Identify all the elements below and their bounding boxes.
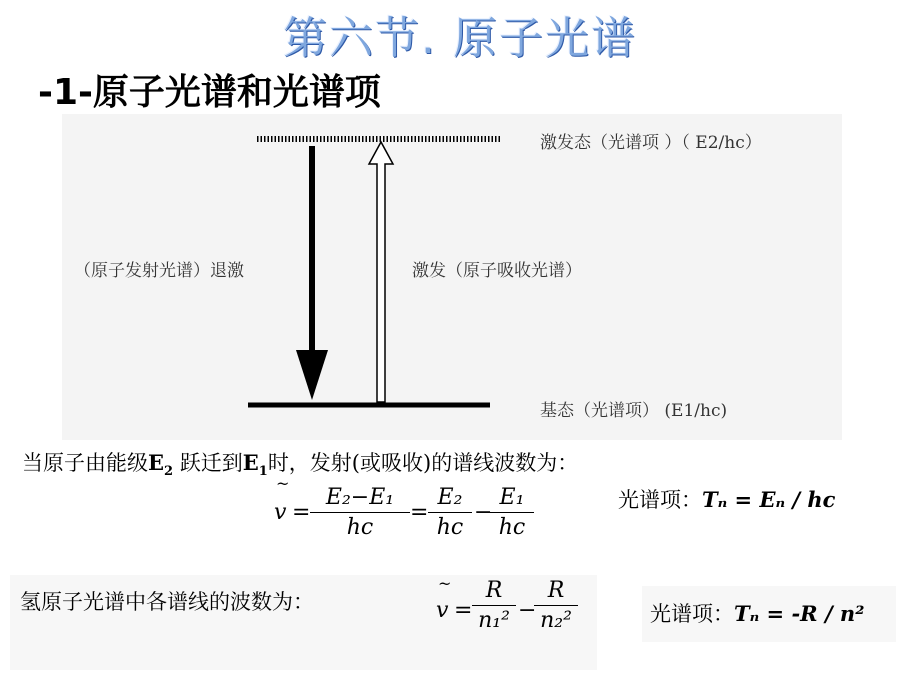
hydrogen-spectral-term: 光谱项：Tₙ = -R / n² [650,601,865,626]
fraction-e1: E₁ hc [490,485,534,540]
equals-sign-2: = [410,500,429,525]
fraction-n2: R n₂² [534,578,578,633]
ground-state-label: 基态（光谱项） (E1/hc) [540,401,728,421]
nu-symbol-2: v [436,598,449,623]
absorption-label: 激发（原子吸收光谱） [412,261,582,281]
equals-sign-3: = [454,598,473,623]
section-heading: -1-原子光谱和光谱项 [38,72,381,113]
tilde-symbol-2: ~ [438,574,452,593]
energy-level-diagram [62,114,842,440]
equals-sign: = [292,500,311,525]
minus-sign: − [474,500,493,525]
emission-label: （原子发射光谱）退激 [74,261,244,281]
fraction-full: E₂−E₁ hc [310,485,410,540]
emission-arrow-head [296,350,328,400]
page-title: 第六节. 原子光谱 [283,13,637,64]
nu-symbol: v [274,500,287,525]
fraction-e2: E₂ hc [428,485,472,540]
transition-description: 当原子由能级$E_2$ 跃迁到$E_1$时，发射(或吸收)的谱线波数为： [22,450,579,480]
spectral-term-definition: 光谱项：Tₙ = Eₙ / hc [618,487,836,512]
absorption-arrow [369,142,393,402]
excited-state-label: 激发态（光谱项 ）（ E2/hc） [540,133,762,153]
tilde-symbol: ~ [276,474,290,493]
minus-sign-2: − [518,598,537,623]
hydrogen-description: 氢原子光谱中各谱线的波数为： [20,590,314,614]
fraction-n1: R n₁² [472,578,516,633]
